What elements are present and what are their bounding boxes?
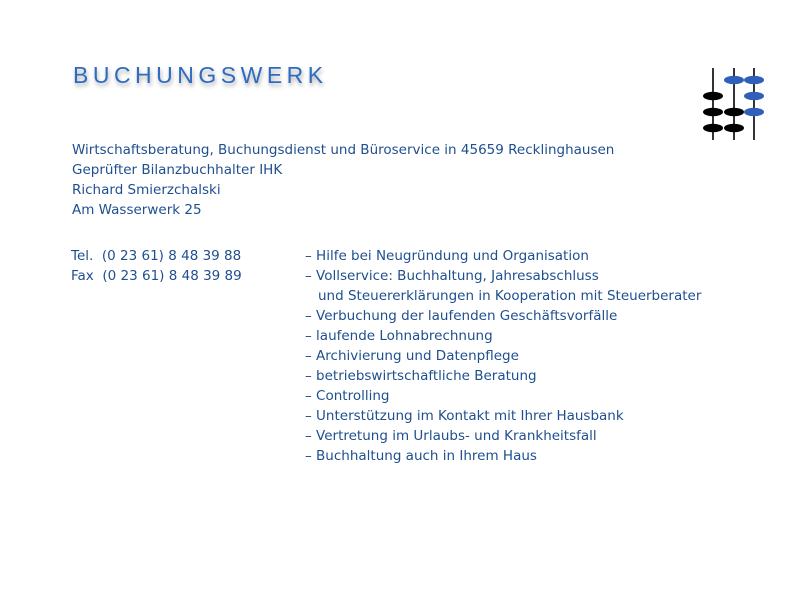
service-item: – Verbuchung der laufenden Geschäftsvorfälle bbox=[305, 308, 618, 324]
fax-number: Fax (0 23 61) 8 48 39 89 bbox=[71, 268, 242, 284]
service-item: – Controlling bbox=[305, 388, 390, 404]
service-item: – laufende Lohnabrechnung bbox=[305, 328, 493, 344]
service-item: – Hilfe bei Neugründung und Organisation bbox=[305, 248, 589, 264]
address-block bbox=[72, 140, 614, 220]
address-line-qualification: Geprüfter Bilanzbuchhalter IHK bbox=[72, 162, 283, 178]
service-item: – Archivierung und Datenpflege bbox=[305, 348, 519, 364]
services-list bbox=[305, 246, 701, 466]
contact-block bbox=[71, 246, 242, 286]
address-line-street: Am Wasserwerk 25 bbox=[72, 202, 202, 218]
service-item: – Unterstützung im Kontakt mit Ihrer Hausbank bbox=[305, 408, 624, 424]
phone-number: Tel. (0 23 61) 8 48 39 88 bbox=[71, 248, 242, 264]
service-item-continuation: und Steuererklärungen in Kooperation mit Steuerberater bbox=[318, 288, 702, 304]
abacus-logo-icon bbox=[700, 66, 770, 142]
brand-title: BUCHUNGSWERK bbox=[73, 62, 328, 88]
service-item: – betriebswirtschaftliche Beratung bbox=[305, 368, 537, 384]
service-item: – Buchhaltung auch in Ihrem Haus bbox=[305, 448, 537, 464]
service-item: – Vertretung im Urlaubs- und Krankheitsfall bbox=[305, 428, 597, 444]
address-line-description: Wirtschaftsberatung, Buchungsdienst und Büroservice in 45659 Recklinghausen bbox=[72, 142, 615, 158]
service-item: – Vollservice: Buchhaltung, Jahresabschluss bbox=[305, 268, 599, 284]
address-line-name: Richard Smierzchalski bbox=[72, 182, 221, 198]
